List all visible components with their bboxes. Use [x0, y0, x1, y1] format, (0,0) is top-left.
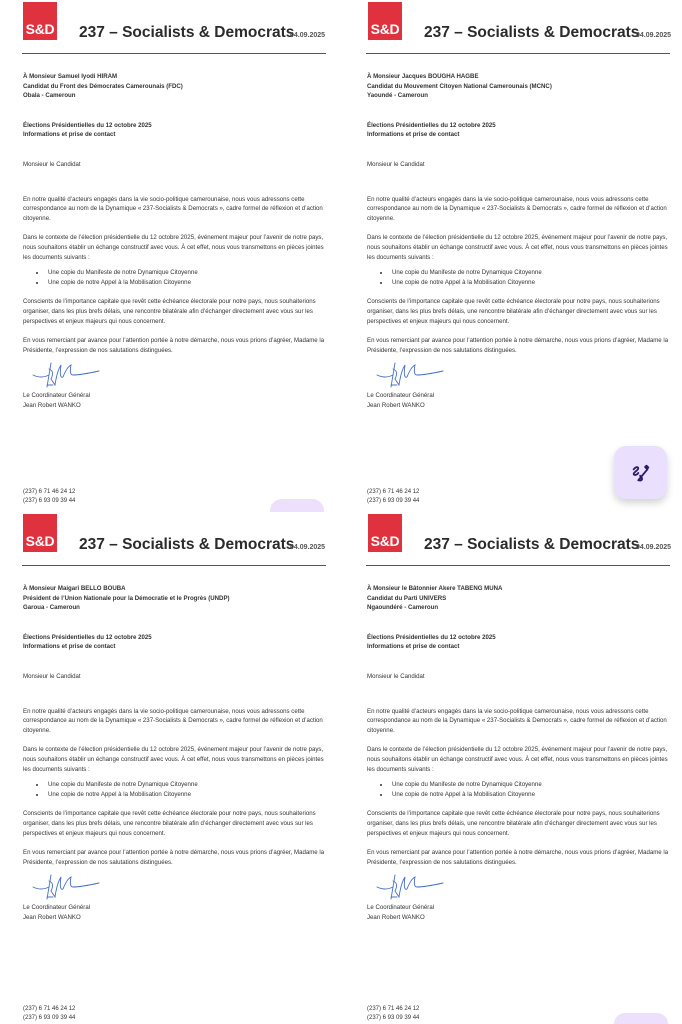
recipient-line: Président de l’Union Nationale pour la Démocratie et le Progrès (UNDP)	[23, 594, 230, 602]
recipient-block	[367, 584, 677, 613]
organization-title: 237 – Socialists & Democrats	[424, 24, 640, 41]
organization-title: 237 – Socialists & Democrats	[79, 536, 295, 553]
phone-number: (237) 6 93 09 39 44	[367, 1015, 420, 1021]
subject-line: Informations et prise de contact	[367, 131, 460, 139]
attachment-list	[367, 268, 677, 287]
sd-logo: S&D	[23, 2, 57, 40]
sd-logo: S&D	[368, 514, 402, 552]
organization-title: 237 – Socialists & Democrats	[79, 24, 295, 41]
letter-page	[0, 0, 341, 512]
paragraph: Dans le contexte de l’élection présidentielle du 12 octobre 2025, événement majeur pour l’avenir de notre pays, nous souhaitons établir un échange constructif avec vous. À cet effet, nous vous transmettons en pièces jointes les documents suivants :	[367, 234, 668, 261]
signer-name: Jean Robert WANKO	[367, 401, 425, 409]
contact-phones	[367, 1005, 419, 1023]
subject-block	[23, 633, 333, 652]
letter-date: 04.09.2025	[290, 544, 326, 551]
recipient-line: À Monsieur Maigari BELLO BOUBA	[23, 585, 126, 592]
attachment-item: • Une copie de notre Appel à la Mobilisation Citoyenne	[46, 790, 333, 800]
salutation: Monsieur le Candidat	[367, 160, 425, 168]
attachment-item: • Une copie du Manifeste de notre Dynamique Citoyenne	[46, 268, 333, 278]
subject-line: Élections Présidentielles du 12 octobre 2025	[23, 633, 152, 641]
signer-name: Jean Robert WANKO	[367, 913, 425, 921]
recipient-line: Ngaoundéré - Cameroun	[367, 604, 439, 612]
signature	[23, 359, 333, 391]
attachment-item: • Une copie du Manifeste de notre Dynamique Citoyenne	[46, 780, 333, 790]
paragraph: En vous remerciant par avance pour l’attention portée à notre démarche, nous vous prions d’agréer, Madame la Présidente, l’expression de nos salutations distinguées.	[367, 337, 669, 354]
header-divider	[22, 565, 326, 566]
recipient-line: Candidat du Parti UNIVERS	[367, 594, 447, 602]
paragraph: Conscients de l’importance capitale que revêt cette échéance électorale pour notre pays, nous souhaiterions organiser, dans les plus brefs délais, une rencontre bilatérale afin d’échanger directement avec vous sur les perspectives et enjeux majeurs qui nous concernent.	[367, 298, 660, 325]
floating-button-peek	[270, 499, 324, 512]
phone-number: (237) 6 93 09 39 44	[23, 498, 76, 504]
signature	[367, 871, 677, 903]
phone-number: (237) 6 93 09 39 44	[23, 1015, 76, 1021]
letter-body	[23, 584, 333, 922]
paragraph: Dans le contexte de l’élection présidentielle du 12 octobre 2025, événement majeur pour l’avenir de notre pays, nous souhaitons établir un échange constructif avec vous. À cet effet, nous vous transmettons en pièces jointes les documents suivants :	[367, 746, 668, 773]
paragraph: En notre qualité d’acteurs engagés dans la vie socio-politique camerounaise, nous vous adressons cette correspondance au nom de la Dynamique « 237-Socialists & Democrats », cadre formel de réflexion et d’action citoyenne.	[367, 707, 667, 734]
attachment-item: • Une copie de notre Appel à la Mobilisation Citoyenne	[46, 278, 333, 288]
subject-line: Élections Présidentielles du 12 octobre 2025	[367, 121, 496, 129]
header-divider	[22, 53, 326, 54]
recipient-block	[367, 72, 677, 101]
subject-line: Informations et prise de contact	[367, 643, 460, 651]
recipient-line: À Monsieur Samuel Iyodi HIRAM	[23, 73, 118, 80]
subject-block	[23, 121, 333, 140]
signer-title: Le Coordinateur Général	[23, 392, 91, 400]
attachment-list	[23, 780, 333, 799]
letter-body	[23, 72, 333, 410]
letter-page	[341, 0, 682, 512]
phone-number: (237) 6 71 46 24 12	[367, 489, 420, 495]
phone-number: (237) 6 71 46 24 12	[23, 489, 76, 495]
contact-phones	[23, 488, 75, 506]
contact-phones	[367, 488, 419, 506]
signer-name: Jean Robert WANKO	[23, 913, 81, 921]
attachment-item: • Une copie de notre Appel à la Mobilisation Citoyenne	[390, 790, 677, 800]
attachment-list	[367, 780, 677, 799]
subject-line: Élections Présidentielles du 12 octobre 2025	[23, 121, 152, 129]
subject-block	[367, 633, 677, 652]
draw-pen-icon	[630, 462, 652, 484]
paragraph: En notre qualité d’acteurs engagés dans la vie socio-politique camerounaise, nous vous adressons cette correspondance au nom de la Dynamique « 237-Socialists & Democrats », cadre formel de réflexion et d’action citoyenne.	[23, 195, 323, 222]
contact-phones	[23, 1005, 75, 1023]
attachment-item: • Une copie du Manifeste de notre Dynamique Citoyenne	[390, 780, 677, 790]
signer-title: Le Coordinateur Général	[23, 904, 91, 912]
paragraph: En vous remerciant par avance pour l’attention portée à notre démarche, nous vous prions d’agréer, Madame la Présidente, l’expression de nos salutations distinguées.	[23, 849, 325, 866]
signer-title: Le Coordinateur Général	[367, 904, 435, 912]
signer-title: Le Coordinateur Général	[367, 392, 435, 400]
paragraph: En vous remerciant par avance pour l’attention portée à notre démarche, nous vous prions d’agréer, Madame la Présidente, l’expression de nos salutations distinguées.	[367, 849, 669, 866]
signature-icon	[375, 359, 445, 391]
paragraph: Dans le contexte de l’élection présidentielle du 12 octobre 2025, événement majeur pour l’avenir de notre pays, nous souhaitons établir un échange constructif avec vous. À cet effet, nous vous transmettons en pièces jointes les documents suivants :	[23, 234, 324, 261]
sd-logo: S&D	[368, 2, 402, 40]
recipient-block	[23, 584, 333, 613]
subject-block	[367, 121, 677, 140]
letter-date: 04.09.2025	[290, 32, 326, 39]
attachment-item: • Une copie du Manifeste de notre Dynamique Citoyenne	[390, 268, 677, 278]
header-divider	[366, 565, 670, 566]
paragraph: Dans le contexte de l’élection présidentielle du 12 octobre 2025, événement majeur pour l’avenir de notre pays, nous souhaitons établir un échange constructif avec vous. À cet effet, nous vous transmettons en pièces jointes les documents suivants :	[23, 746, 324, 773]
signature-icon	[375, 871, 445, 903]
sd-logo: S&D	[23, 514, 57, 552]
paragraph: Conscients de l’importance capitale que revêt cette échéance électorale pour notre pays, nous souhaiterions organiser, dans les plus brefs délais, une rencontre bilatérale afin d’échanger directement avec vous sur les perspectives et enjeux majeurs qui nous concernent.	[23, 298, 316, 325]
attachment-list	[23, 268, 333, 287]
signature-icon	[31, 871, 101, 903]
phone-number: (237) 6 71 46 24 12	[367, 1006, 420, 1012]
paragraph: En notre qualité d’acteurs engagés dans la vie socio-politique camerounaise, nous vous adressons cette correspondance au nom de la Dynamique « 237-Socialists & Democrats », cadre formel de réflexion et d’action citoyenne.	[367, 195, 667, 222]
floating-button-peek	[614, 1013, 668, 1024]
letter-date: 04.09.2025	[636, 32, 672, 39]
phone-number: (237) 6 71 46 24 12	[23, 1006, 76, 1012]
recipient-line: Garoua - Cameroun	[23, 604, 80, 612]
paragraph: Conscients de l’importance capitale que revêt cette échéance électorale pour notre pays, nous souhaiterions organiser, dans les plus brefs délais, une rencontre bilatérale afin d’échanger directement avec vous sur les perspectives et enjeux majeurs qui nous concernent.	[23, 810, 316, 837]
letter-page	[0, 512, 341, 1024]
salutation: Monsieur le Candidat	[367, 672, 425, 680]
letter-date: 04.09.2025	[636, 544, 672, 551]
recipient-block	[23, 72, 333, 101]
subject-line: Informations et prise de contact	[23, 131, 116, 139]
letter-body	[367, 72, 677, 410]
signature-icon	[31, 359, 101, 391]
recipient-line: Obala - Cameroun	[23, 92, 76, 100]
paragraph: En notre qualité d’acteurs engagés dans la vie socio-politique camerounaise, nous vous adressons cette correspondance au nom de la Dynamique « 237-Socialists & Democrats », cadre formel de réflexion et d’action citoyenne.	[23, 707, 323, 734]
recipient-line: Yaoundé - Cameroun	[367, 92, 428, 100]
attachment-item: • Une copie de notre Appel à la Mobilisation Citoyenne	[390, 278, 677, 288]
recipient-line: À Monsieur le Bâtonnier Akere TABENG MUNA	[367, 585, 503, 592]
recipient-line: Candidat du Front des Démocrates Camerounais (FDC)	[23, 82, 183, 90]
paragraph: En vous remerciant par avance pour l’attention portée à notre démarche, nous vous prions d’agréer, Madame la Présidente, l’expression de nos salutations distinguées.	[23, 337, 325, 354]
signature	[367, 359, 677, 391]
letter-page	[341, 512, 682, 1024]
salutation: Monsieur le Candidat	[23, 672, 81, 680]
header-divider	[366, 53, 670, 54]
signature	[23, 871, 333, 903]
organization-title: 237 – Socialists & Democrats	[424, 536, 640, 553]
subject-line: Informations et prise de contact	[23, 643, 116, 651]
recipient-line: À Monsieur Jacques BOUGHA HAGBE	[367, 73, 479, 80]
letter-body	[367, 584, 677, 922]
signer-name: Jean Robert WANKO	[23, 401, 81, 409]
phone-number: (237) 6 93 09 39 44	[367, 498, 420, 504]
recipient-line: Candidat du Mouvement Citoyen National Camerounais (MCNC)	[367, 82, 552, 90]
subject-line: Élections Présidentielles du 12 octobre 2025	[367, 633, 496, 641]
draw-button[interactable]	[614, 446, 667, 499]
salutation: Monsieur le Candidat	[23, 160, 81, 168]
paragraph: Conscients de l’importance capitale que revêt cette échéance électorale pour notre pays, nous souhaiterions organiser, dans les plus brefs délais, une rencontre bilatérale afin d’échanger directement avec vous sur les perspectives et enjeux majeurs qui nous concernent.	[367, 810, 660, 837]
